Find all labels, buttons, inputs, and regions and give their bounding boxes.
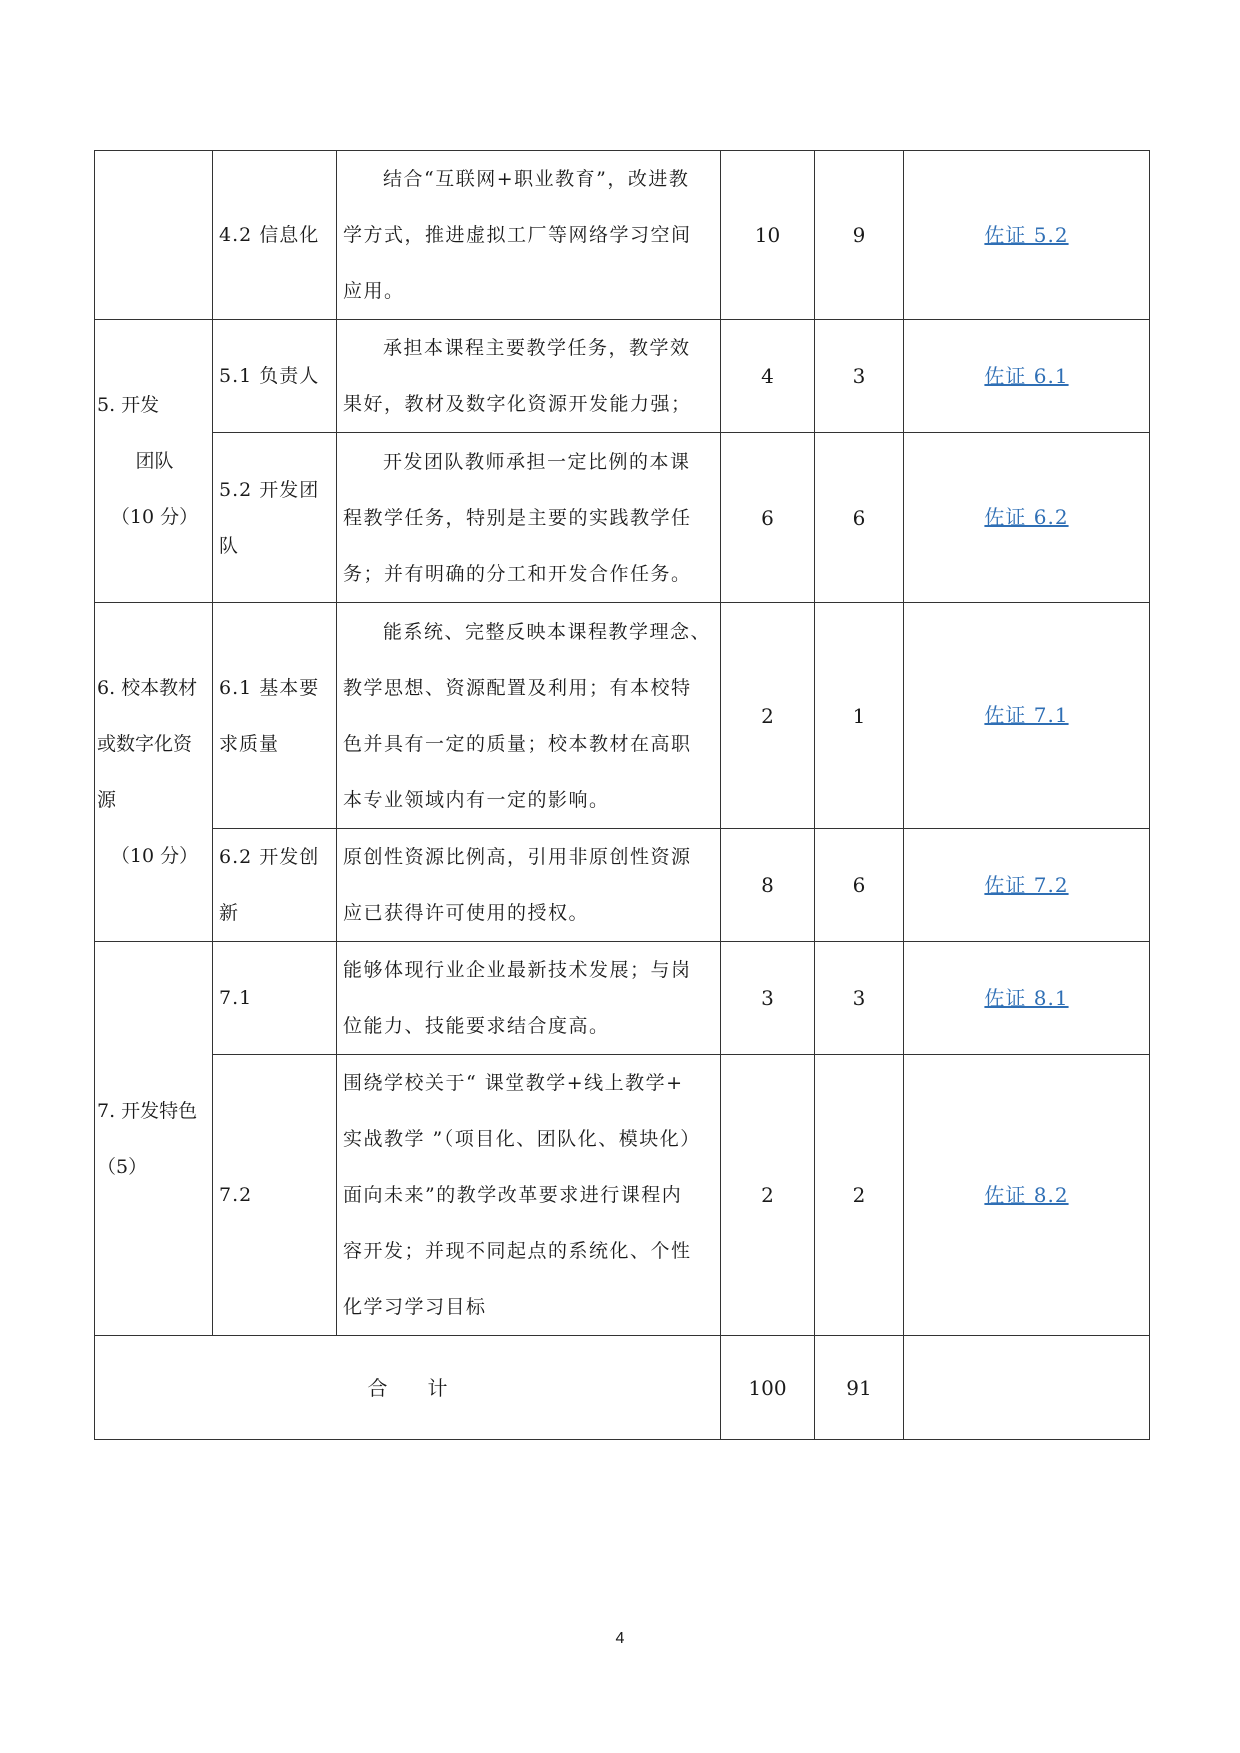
description-line: 原创性资源比例高，引用非原创性资源 [343, 846, 692, 868]
full-score-cell: 6 [721, 433, 815, 603]
score-cell: 9 [815, 151, 904, 320]
subitem-line: 5.2 开发团 [219, 478, 320, 501]
evidence-link[interactable]: 佐证 7.1 [984, 703, 1069, 727]
description-line: 应用。 [343, 280, 405, 302]
description-line: 色并具有一定的质量；校本教材在高职 [343, 732, 692, 755]
evidence-cell [904, 151, 1150, 320]
description-line: 程教学任务，特别是主要的实践教学任 [343, 506, 692, 529]
subitem-cell: 7.1 [213, 942, 337, 1055]
full-score-cell: 2 [721, 603, 815, 829]
description-line: 承担本课程主要教学任务，教学效 [383, 337, 691, 359]
description-line: 应已获得许可使用的授权。 [343, 902, 590, 924]
subitem-line: 6.1 基本要 [219, 676, 320, 699]
description-line: 能系统、完整反映本课程教学理念、 [383, 620, 712, 643]
total-evidence-empty [904, 1336, 1150, 1440]
total-full-score: 100 [721, 1336, 815, 1440]
score-cell: 1 [815, 603, 904, 829]
description-cell [337, 942, 721, 1055]
total-label: 合 计 [95, 1336, 721, 1440]
evidence-link[interactable]: 佐证 6.1 [984, 363, 1069, 388]
description-line: 围绕学校关于“ 课堂教学+线上教学+ [343, 1072, 684, 1094]
table-row [95, 433, 1150, 603]
description-cell [337, 320, 721, 433]
category-line: 或数字化资 [97, 733, 193, 755]
full-score-cell: 10 [721, 151, 815, 320]
evidence-link[interactable]: 佐证 8.2 [984, 1182, 1069, 1207]
subitem-cell: 5.1 负责人 [213, 320, 337, 433]
subitem-cell [213, 433, 337, 603]
total-row [95, 1336, 1150, 1440]
category-cell-empty [95, 151, 213, 320]
table-row [95, 603, 1150, 829]
full-score-cell: 3 [721, 942, 815, 1055]
score-cell: 6 [815, 433, 904, 603]
evidence-link[interactable]: 佐证 8.1 [984, 985, 1069, 1010]
description-line: 果好，教材及数字化资源开发能力强； [343, 393, 692, 415]
category-cell [95, 942, 213, 1336]
evidence-link[interactable]: 佐证 6.2 [984, 505, 1069, 529]
description-line: 开发团队教师承担一定比例的本课 [383, 450, 691, 473]
description-cell [337, 151, 721, 320]
description-line: 化学习学习目标 [343, 1296, 487, 1318]
subitem-line: 新 [219, 902, 240, 924]
subitem-line: 6.2 开发创 [219, 846, 320, 868]
description-line: 能够体现行业企业最新技术发展；与岗 [343, 959, 692, 981]
category-line: 6. 校本教材 [97, 677, 198, 699]
evidence-cell [904, 603, 1150, 829]
category-line: （10 分） [110, 506, 199, 528]
description-line: 面向未来”的教学改革要求进行课程内 [343, 1184, 683, 1206]
category-cell [95, 320, 213, 603]
full-score-cell: 2 [721, 1055, 815, 1336]
subitem-line: 求质量 [219, 732, 280, 755]
subitem-cell [213, 603, 337, 829]
description-line: 教学思想、资源配置及利用；有本校特 [343, 676, 692, 699]
evidence-link[interactable]: 佐证 5.2 [984, 222, 1069, 247]
description-cell [337, 1055, 721, 1336]
subitem-cell [213, 829, 337, 942]
category-line: 7. 开发特色 [97, 1099, 198, 1122]
description-line: 实战教学 ”（项目化、团队化、模块化） [343, 1128, 701, 1150]
description-line: 结合“互联网+职业教育”，改进教 [383, 168, 690, 190]
evidence-cell [904, 829, 1150, 942]
full-score-cell: 8 [721, 829, 815, 942]
evidence-link[interactable]: 佐证 7.2 [984, 872, 1069, 897]
category-line: 5. 开发 [97, 394, 160, 416]
description-cell [337, 433, 721, 603]
table-row [95, 942, 1150, 1055]
subitem-line: 队 [219, 534, 240, 557]
full-score-cell: 4 [721, 320, 815, 433]
score-cell: 3 [815, 942, 904, 1055]
category-line: 团队 [135, 450, 174, 472]
score-cell: 2 [815, 1055, 904, 1336]
description-line: 务；并有明确的分工和开发合作任务。 [343, 562, 692, 585]
evidence-cell [904, 942, 1150, 1055]
description-line: 本专业领域内有一定的影响。 [343, 788, 610, 811]
score-cell: 3 [815, 320, 904, 433]
evidence-cell [904, 433, 1150, 603]
description-cell [337, 829, 721, 942]
total-score: 91 [815, 1336, 904, 1440]
description-cell [337, 603, 721, 829]
category-line: 源 [97, 789, 117, 811]
evidence-cell [904, 1055, 1150, 1336]
category-line: （5） [97, 1155, 148, 1178]
table-row [95, 829, 1150, 942]
evidence-cell [904, 320, 1150, 433]
description-line: 位能力、技能要求结合度高。 [343, 1015, 610, 1037]
description-line: 学方式，推进虚拟工厂等网络学习空间 [343, 224, 692, 246]
category-cell [95, 603, 213, 942]
table-row [95, 1055, 1150, 1336]
category-line: （10 分） [110, 845, 199, 867]
evaluation-table [94, 150, 1150, 1440]
description-line: 容开发；并现不同起点的系统化、个性 [343, 1240, 692, 1262]
score-cell: 6 [815, 829, 904, 942]
subitem-cell: 7.2 [213, 1055, 337, 1336]
page-number: 4 [615, 1630, 625, 1647]
table-row [95, 320, 1150, 433]
subitem-cell: 4.2 信息化 [213, 151, 337, 320]
table-row [95, 151, 1150, 320]
